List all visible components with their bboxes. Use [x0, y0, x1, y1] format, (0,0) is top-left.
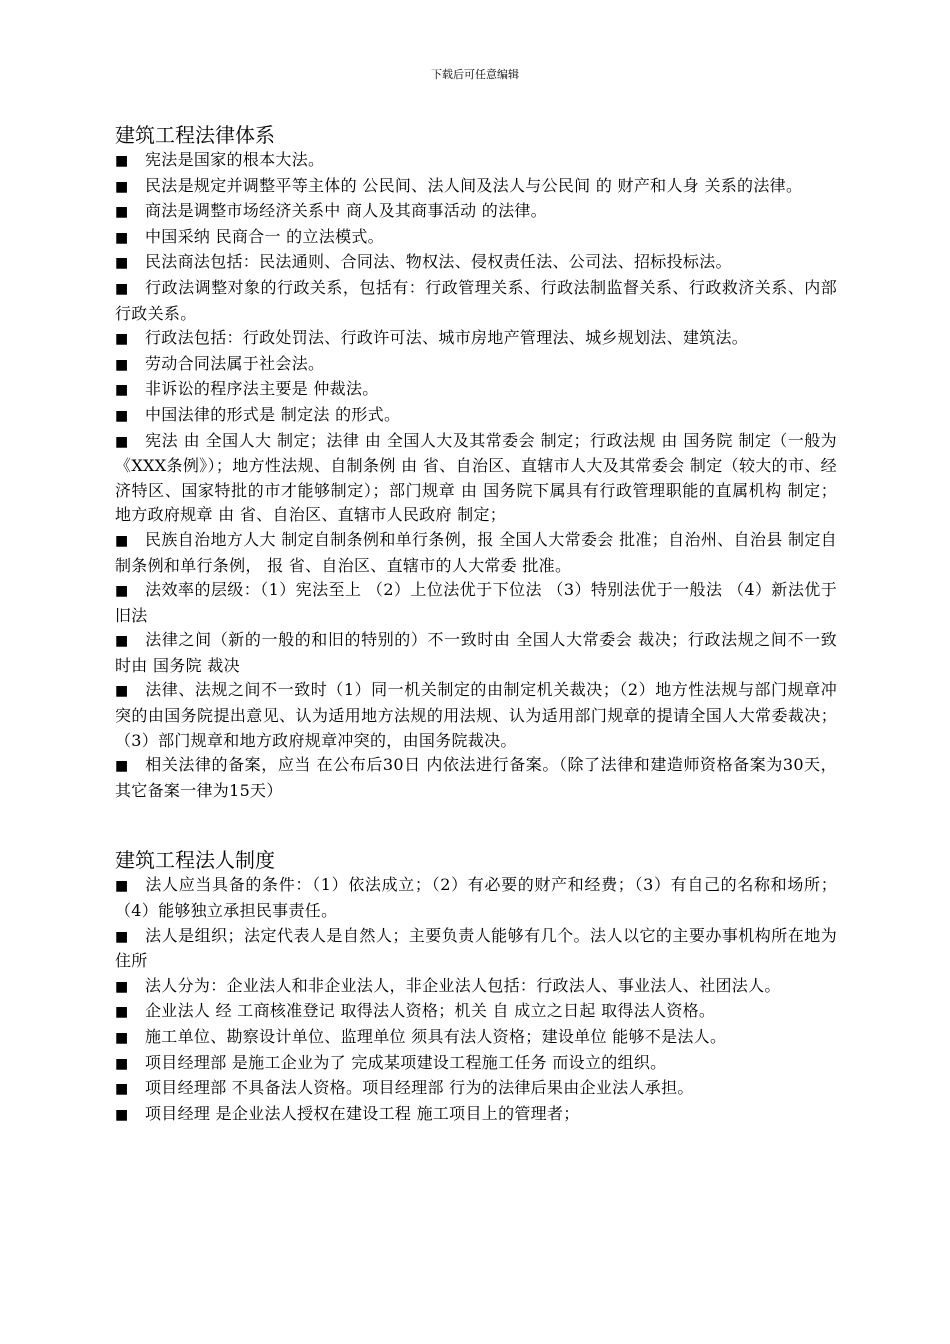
- list-item: ■ 民族自治地方人大 制定自制条例和单行条例，报 全国人大常委会 批准；自治州、自治县 制定自制条例和单行条例， 报 省、自治区、直辖市的人大常委 批准。: [115, 529, 837, 575]
- page-header: 下载后可任意编辑: [431, 68, 519, 81]
- list-item: ■ 民法商法包括：民法通则、合同法、物权法、侵权责任法、公司法、招标投标法。: [115, 250, 837, 276]
- bullet-icon: ■: [115, 1004, 129, 1021]
- bullet-icon: ■: [115, 407, 129, 424]
- list-item: ■ 相关法律的备案，应当 在公布后30日 内依法进行备案。（除了法律和建造师资格备案为30天，其它备案一律为15天）: [115, 755, 837, 800]
- bullet-icon: ■: [115, 331, 129, 348]
- list-item: ■ 中国采纳 民商合一 的立法模式。: [115, 225, 837, 251]
- section-title-legal-person: 建筑工程法人制度: [115, 848, 275, 873]
- list-item: ■ 法效率的层级：（1）宪法至上 （2）上位法优于下位法 （3）特别法优于一般法 （4）新法优于旧法: [115, 580, 837, 625]
- bullet-icon: ■: [115, 382, 129, 399]
- bullet-icon: ■: [115, 532, 129, 549]
- list-item: ■ 项目经理部 不具备法人资格。项目经理部 行为的法律后果由企业法人承担。: [115, 1076, 837, 1102]
- bullet-icon: ■: [115, 204, 129, 221]
- bullet-icon: ■: [115, 758, 129, 775]
- list-item: ■ 劳动合同法属于社会法。: [115, 352, 837, 378]
- list-item: ■ 行政法调整对象的行政关系，包括有：行政管理关系、行政法制监督关系、行政救济关系、内部行政关系。: [115, 277, 837, 323]
- list-item: ■ 法人应当具备的条件：（1）依法成立；（2）有必要的财产和经费；（3）有自己的名称和场所；（4）能够独立承担民事责任。: [115, 875, 837, 921]
- bullet-icon: ■: [115, 153, 129, 169]
- bullet-icon: ■: [115, 583, 129, 600]
- bullet-icon: ■: [115, 1030, 129, 1046]
- list-item: ■ 项目经理部 是施工企业为了 完成某项建设工程施工任务 而设立的组织。: [115, 1051, 837, 1077]
- legal-person-list: [115, 873, 837, 1127]
- section-title-legal-system: 建筑工程法律体系: [115, 123, 275, 147]
- list-item: ■ 宪法是国家的根本大法。: [115, 148, 837, 174]
- list-item: ■ 商法是调整市场经济关系中 商人及其商事活动 的法律。: [115, 199, 837, 225]
- bullet-icon: ■: [115, 633, 129, 650]
- list-item: ■ 法律之间（新的一般的和旧的特别的）不一致时由 全国人大常委会 裁决；行政法规之间不一致时由 国务院 裁决: [115, 630, 837, 675]
- bullet-icon: ■: [115, 1106, 129, 1123]
- list-item: ■ 项目经理 是企业法人授权在建设工程 施工项目上的管理者；: [115, 1102, 837, 1128]
- legal-system-list: [115, 148, 837, 803]
- bullet-icon: ■: [115, 878, 129, 895]
- list-item: ■ 法人是组织；法定代表人是自然人；主要负责人能够有几个。法人以它的主要办事机构所在地为住所: [115, 925, 837, 971]
- list-item: ■ 企业法人 经 工商核准登记 取得法人资格；机关 自 成立之日起 取得法人资格。: [115, 999, 837, 1025]
- bullet-icon: ■: [115, 978, 129, 995]
- bullet-icon: ■: [115, 683, 129, 700]
- document-body: [115, 122, 837, 1127]
- bullet-icon: ■: [115, 1055, 129, 1072]
- list-item: ■ 民法是规定并调整平等主体的 公民间、法人间及法人与公民间 的 财产和人身 关系的法律。: [115, 174, 837, 200]
- list-item: ■ 非诉讼的程序法主要是 仲裁法。: [115, 377, 837, 403]
- bullet-icon: ■: [115, 178, 129, 195]
- bullet-icon: ■: [115, 280, 129, 297]
- bullet-icon: ■: [115, 356, 129, 373]
- list-item: ■ 法律、法规之间不一致时（1）同一机关制定的由制定机关裁决；（2）地方性法规与部门规章冲突的由国务院提出意见、认为适用地方法规的用法规、认为适用部门规章的提请全国人大常委裁决；（3）部门规章和地方政府规章冲突的，由国务院裁决。: [115, 680, 837, 750]
- bullet-icon: ■: [115, 433, 129, 450]
- list-item: ■ 法人分为：企业法人和非企业法人，非企业法人包括：行政法人、事业法人、社团法人。: [115, 974, 837, 1000]
- list-item: ■ 中国法律的形式是 制定法 的形式。: [115, 403, 837, 429]
- bullet-icon: ■: [115, 229, 129, 246]
- list-item: ■ 宪法 由 全国人大 制定；法律 由 全国人大及其常委会 制定；行政法规 由 国务院 制定（一般为《XXX条例》）；地方性法规、自制条例 由 省、自治区、直辖市人大及其常委会 制定（较大的市、经济特区、国家特批的市才能够制定）；部门规章 由 国务院下属具有行政管理职能的直属机构 制定；地方政府规章 由 省、自治区、直辖市人民政府 制定；: [115, 430, 837, 525]
- bullet-icon: ■: [115, 928, 129, 945]
- list-item: ■ 行政法包括：行政处罚法、行政许可法、城市房地产管理法、城乡规划法、建筑法。: [115, 326, 837, 352]
- bullet-icon: ■: [115, 255, 129, 272]
- bullet-icon: ■: [115, 1081, 129, 1098]
- list-item: ■ 施工单位、勘察设计单位、监理单位 须具有法人资格；建设单位 能够不是法人。: [115, 1025, 837, 1051]
